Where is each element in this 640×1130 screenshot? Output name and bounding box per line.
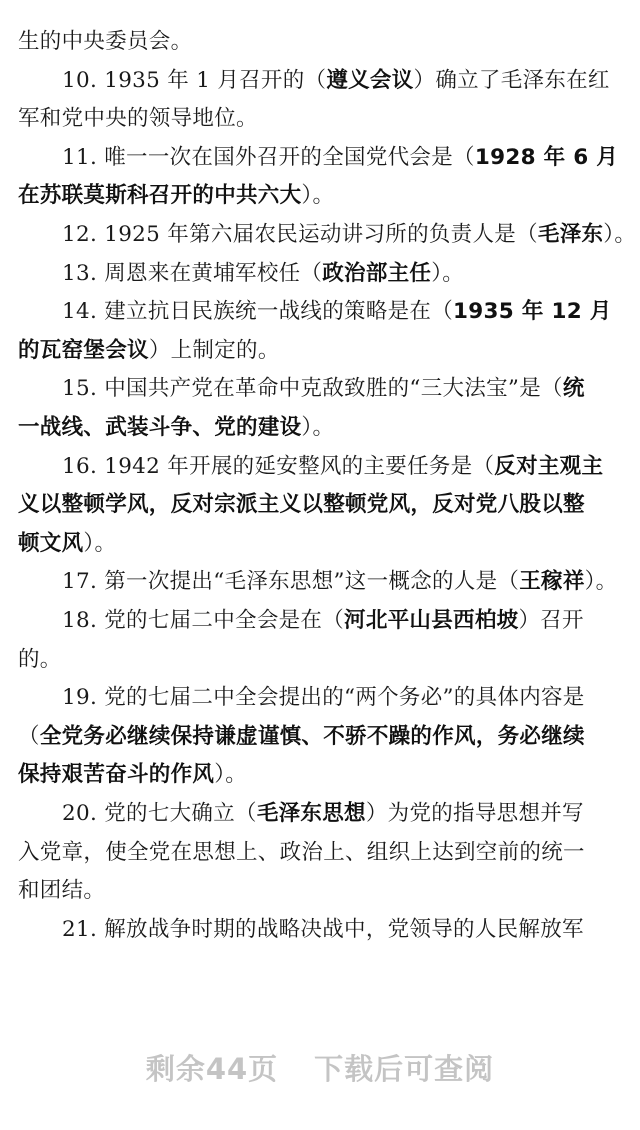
question-text: ）为党的指导思想并写	[365, 801, 584, 826]
text-line	[0, 61, 640, 101]
question-text: 的。	[18, 647, 62, 672]
question-text: 11. 唯一一次在国外召开的全国党代会是（	[62, 145, 475, 170]
text-line	[0, 447, 640, 487]
text-line	[0, 176, 640, 216]
download-watermark	[0, 1047, 640, 1091]
answer-text: 政治部主任	[322, 261, 432, 286]
text-line	[0, 369, 640, 409]
question-text: 16. 1942 年开展的延安整风的主要任务是（	[62, 454, 495, 479]
question-text: 军和党中央的领导地位。	[18, 106, 258, 131]
text-line	[0, 717, 640, 757]
answer-text: 顿文风	[18, 531, 84, 556]
answer-text: 保持艰苦奋斗的作风	[18, 762, 215, 787]
question-text: 21. 解放战争时期的战略决战中，党领导的人民解放军	[62, 917, 584, 942]
question-text: 10. 1935 年 1 月召开的（	[62, 68, 327, 93]
answer-text: 全党务必继续保持谦虚谨慎、不骄不躁的作风，务必继续	[39, 724, 585, 749]
answer-text: 河北平山县西柏坡	[344, 608, 519, 633]
text-line	[0, 562, 640, 602]
text-line	[0, 138, 640, 178]
answer-text: 毛泽东思想	[256, 801, 366, 826]
remaining-pages-text: 剩余44页	[145, 1052, 279, 1086]
text-line	[0, 408, 640, 448]
text-line	[0, 99, 640, 139]
question-text: ）。	[603, 222, 637, 247]
question-text: 12. 1925 年第六届农民运动讲习所的负责人是（	[62, 222, 538, 247]
question-text: 13. 周恩来在黄埔军校任（	[62, 261, 323, 286]
text-line	[0, 755, 640, 795]
text-line	[0, 678, 640, 718]
answer-text: 1928 年 6 月	[474, 145, 619, 170]
question-text: 15. 中国共产党在革命中克敌致胜的“三大法宝”是（	[62, 376, 563, 401]
question-text: 19. 党的七届二中全会提出的“两个务必”的具体内容是	[62, 685, 585, 710]
question-text: 和团结。	[18, 878, 106, 903]
answer-text: 遵义会议	[326, 68, 414, 93]
text-line	[0, 871, 640, 911]
text-line	[0, 331, 640, 371]
answer-text: 义以整顿学风，反对宗派主义以整顿党风，反对党八股以整	[18, 492, 585, 517]
text-line	[0, 833, 640, 873]
question-text: 生的中央委员会。	[18, 29, 193, 54]
text-line	[0, 601, 640, 641]
answer-text: 王稼祥	[519, 569, 585, 594]
answer-text: 的瓦窑堡会议	[18, 338, 149, 363]
text-line	[0, 794, 640, 834]
answer-text: 1935 年 12 月	[453, 299, 612, 324]
question-text: ）。	[301, 183, 335, 208]
question-text: ）。	[214, 762, 248, 787]
question-text: 17. 第一次提出“毛泽东思想”这一概念的人是（	[62, 569, 520, 594]
text-line	[0, 524, 640, 564]
question-text: ）。	[584, 569, 618, 594]
answer-text: 毛泽东	[537, 222, 604, 247]
answer-text: 统	[562, 376, 585, 401]
question-text: ）。	[83, 531, 117, 556]
question-text: ）。	[301, 415, 335, 440]
answer-text: 反对主观主	[494, 454, 604, 479]
question-text: ）上制定的。	[148, 338, 280, 363]
text-line	[0, 215, 640, 255]
question-text: 14. 建立抗日民族统一战线的策略是在（	[62, 299, 454, 324]
text-line	[0, 640, 640, 680]
text-line	[0, 910, 640, 950]
question-text: 18. 党的七届二中全会是在（	[62, 608, 345, 633]
question-text: 入党章，使全党在思想上、政治上、组织上达到空前的统一	[18, 840, 585, 865]
text-line	[0, 22, 640, 62]
answer-text: 在苏联莫斯科召开的中共六大	[18, 183, 302, 208]
text-line	[0, 485, 640, 525]
question-text: ）确立了毛泽东在红	[413, 68, 610, 93]
download-to-read-text: 下载后可查阅	[314, 1052, 495, 1086]
question-text: ）。	[431, 261, 465, 286]
answer-text: 一战线、武装斗争、党的建设	[18, 415, 302, 440]
text-line	[0, 292, 640, 332]
text-line	[0, 254, 640, 294]
question-text: 20. 党的七大确立（	[62, 801, 257, 826]
question-text: ）召开	[518, 608, 584, 633]
question-text: （	[18, 724, 40, 749]
